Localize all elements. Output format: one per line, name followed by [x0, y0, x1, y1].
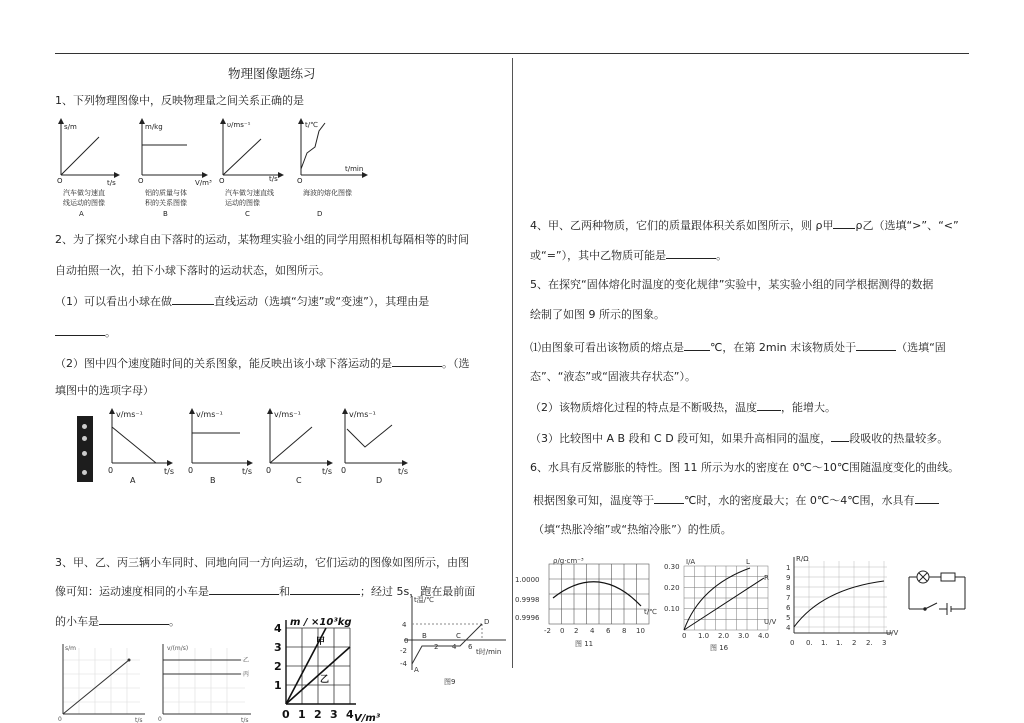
q3-st-point — [128, 659, 131, 662]
fig11-xtick-6: 10 — [636, 627, 645, 635]
fig16-ytick-1: 0.20 — [664, 584, 680, 592]
ball-image-1 — [82, 424, 87, 429]
header-rule — [55, 53, 969, 54]
fig16-ytick-2: 0.10 — [664, 605, 680, 613]
q2c-ylabel: v/ms⁻¹ — [274, 410, 301, 419]
q1c-cap2: 运动的图像 — [225, 199, 260, 207]
q2b-ylabel: v/ms⁻¹ — [196, 410, 223, 419]
q2c-origin: 0 — [266, 466, 272, 475]
q2d-xlabel: t/s — [398, 467, 408, 476]
q2-blank2[interactable] — [55, 325, 105, 336]
fig16-caption: 图 16 — [710, 644, 729, 652]
q1b-origin: O — [138, 177, 144, 185]
q3-line3 — [55, 614, 180, 629]
q6-line1: 6、水具有反常膨胀的特性。图 11 所示为水的密度在 0℃～10℃围随温度变化的曲线。 — [530, 461, 960, 474]
q2-l3a: （1）可以看出小球在做 — [55, 295, 172, 308]
q5-l3a: ⑴由图象可看出该物质的熔点是 — [530, 341, 684, 354]
fig16-xlabel: U/V — [764, 618, 777, 626]
q1-stem: 1、下列物理图像中，反映物理量之间关系正确的是 — [55, 94, 304, 107]
q5-l6b: 段吸收的热量较多。 — [849, 432, 949, 445]
mv-ylabel: m / ×10³kg — [290, 617, 352, 628]
fig-ru-xtick-5: 2. — [866, 639, 873, 647]
fig9-xtick-2: 2 — [434, 643, 439, 651]
fig16-ytick-0: 0.30 — [664, 563, 680, 571]
fig16-ylabel: I/A — [686, 558, 696, 566]
mv-graph — [268, 612, 383, 723]
ball-photo-strip — [77, 416, 93, 482]
q2a-ylabel: v/ms⁻¹ — [116, 410, 143, 419]
q3-l2a: 像可知：运动速度相同的小车是 — [55, 585, 209, 598]
q1b-cap1: 铝的质量与体 — [145, 189, 187, 197]
q2a-xlabel: t/s — [164, 467, 174, 476]
q1d-xlabel: t/min — [345, 165, 364, 173]
fig9-pt-d: D — [484, 618, 490, 626]
mv-xtick-4: 4 — [346, 708, 354, 721]
q1a-origin: O — [57, 177, 63, 185]
fig9-pt-c: C — [456, 632, 461, 640]
q5-blank2[interactable] — [856, 340, 896, 351]
q5-line2: 绘制了如图 9 所示的图象。 — [530, 308, 665, 321]
q1b-xlabel: V/m³ — [195, 179, 212, 187]
fig16-xtick-2: 2.0 — [718, 632, 730, 640]
q1a-xlabel: t/s — [107, 179, 116, 187]
fig16-xtick-1: 1.0 — [698, 632, 710, 640]
circuit-diagram — [903, 565, 973, 620]
q5-l3c: （选填“固 — [896, 341, 946, 354]
q1a-cap2: 线运动的图像 — [63, 199, 105, 207]
q5-line3 — [530, 340, 946, 355]
mv-xtick-2: 2 — [314, 708, 322, 721]
fig9-ytick-m4: -4 — [400, 660, 407, 668]
mv-ytick-1: 1 — [274, 679, 282, 692]
q4-line1 — [530, 218, 959, 233]
fig11-ytick-0: 1.0000 — [515, 576, 540, 584]
q2-line2: 自动拍照一次，拍下小球下落时的运动状态，如图所示。 — [55, 264, 330, 277]
fig16-xtick-0: 0 — [682, 632, 687, 640]
q2d-ylabel: v/ms⁻¹ — [349, 410, 376, 419]
q5-line4: 态”、“液态”或“固液共存状态”）。 — [530, 370, 696, 383]
fig-ru-xtick-1: 0. — [806, 639, 813, 647]
fig-ru-xtick-0: 0 — [790, 639, 795, 647]
q3-vt-ylabel: v/(m/s) — [167, 645, 189, 652]
fig-ru-ytick-2: 8 — [786, 584, 791, 592]
q2-l3b: 直线运动（选填“匀速”或“变速”），其理由是 — [214, 295, 430, 308]
q4-l1b: ρ乙（选填“>”、“<” — [855, 219, 959, 232]
q6-l2b: ℃时，水的密度最大；在 0℃～4℃围，水具有 — [684, 494, 915, 507]
q5-l5a: （2）该物质熔化过程的特点是不断吸热，温度 — [530, 401, 757, 414]
fig9-pt-a: A — [414, 666, 419, 674]
fig11-graph — [513, 556, 658, 651]
q3-st-ylabel: s/m — [65, 645, 76, 652]
fig-ru-ylabel: R/Ω — [796, 555, 809, 563]
q1d-cap1: 海波的熔化图像 — [303, 189, 352, 197]
q1c-xlabel: t/s — [269, 175, 278, 183]
q2-graphs — [100, 405, 420, 490]
q3-l2c: ；经过 5s，跑在最前面 — [360, 585, 476, 598]
q3-blank3[interactable] — [99, 614, 169, 625]
fig16-xtick-4: 4.0 — [758, 632, 770, 640]
q5-l6a: （3）比较图中 A B 段和 C D 段可知，如果升高相同的温度， — [530, 432, 832, 445]
fig9-xtick-6: 6 — [468, 643, 473, 651]
q1-graphs — [55, 115, 375, 223]
q3-st-graph — [55, 640, 150, 723]
q1d-ylabel: t/℃ — [305, 121, 318, 129]
q2-line3 — [55, 294, 429, 309]
q2-line4 — [55, 325, 116, 340]
q6-blank2[interactable] — [915, 493, 939, 504]
q2-blank1[interactable] — [172, 294, 214, 305]
q6-line3: （填“热胀冷缩”或“热缩冷胀”）的性质。 — [533, 523, 732, 536]
fig-ru-ytick-1: 9 — [786, 574, 791, 582]
fig-ru-ytick-5: 5 — [786, 614, 791, 622]
fig-ru-ytick-0: 1 — [786, 564, 791, 572]
q4-line2 — [530, 248, 727, 263]
fig9-graph — [384, 590, 509, 688]
q2b-xlabel: t/s — [242, 467, 252, 476]
q3-st-xlabel: t/s — [135, 717, 143, 723]
q3-vt-s2: 丙 — [243, 671, 250, 678]
q1c-ylabel: υ/ms⁻¹ — [227, 121, 251, 129]
q3-l3a: 的小车是 — [55, 615, 99, 628]
fig9-xlabel: t时/min — [476, 648, 502, 656]
fig9-ytick-0: 0 — [404, 637, 409, 645]
q1d-origin: O — [297, 177, 303, 185]
q5-line1: 5、在探究“固体熔化时温度的变化规律”实验中，某实验小组的同学根据测得的数据 — [530, 278, 934, 291]
q3-vt-graph — [155, 640, 255, 723]
q4-l1a: 4、甲、乙两种物质，它们的质量跟体积关系如图所示，则 ρ甲 — [530, 219, 834, 232]
fig11-ytick-2: 0.9996 — [515, 614, 540, 622]
fig-ru-ytick-4: 6 — [786, 604, 791, 612]
q1c-line — [223, 139, 261, 175]
q3-vt-xlabel: t/s — [241, 717, 249, 723]
q5-blank1[interactable] — [684, 340, 710, 351]
q1d-curve — [301, 123, 325, 169]
q2c-letter: C — [296, 476, 302, 485]
fig-ru-graph — [782, 553, 902, 653]
q6-line2 — [533, 493, 939, 508]
q5-line6 — [530, 431, 948, 446]
q4-l2a: 或“=”），其中乙物质可能是 — [530, 249, 667, 262]
q2a-origin: 0 — [108, 466, 114, 475]
q1d-letter: D — [317, 210, 323, 218]
q3-l2b: 和 — [279, 585, 290, 598]
q1b-ylabel: m/kg — [145, 123, 163, 131]
q3-st-origin: 0 — [58, 716, 62, 723]
fig16-label-r: R — [764, 574, 769, 582]
q1a-ylabel: s/m — [64, 123, 77, 131]
q2-l5a: （2）图中四个速度随时间的关系图象，能反映出该小球下落运动的是 — [55, 357, 392, 370]
q5-blank3[interactable] — [757, 400, 781, 411]
q5-l5b: ，能增大。 — [781, 401, 836, 414]
mv-xtick-1: 1 — [298, 708, 306, 721]
fig-ru-ytick-6: 4 — [786, 624, 791, 632]
q3-line1: 3、甲、乙、丙三辆小车同时、同地向同一方向运动，它们运动的图像如图所示，由图 — [55, 556, 469, 569]
q2d-letter: D — [376, 476, 383, 485]
q6-l2a: 根据图象可知，温度等于 — [533, 494, 654, 507]
mv-ytick-3: 3 — [274, 641, 282, 654]
q3-blank1[interactable] — [209, 584, 279, 595]
q2-blank3[interactable] — [392, 356, 442, 367]
q3-l3b: 。 — [169, 615, 180, 628]
page-title: 物理图像题练习 — [228, 66, 316, 81]
q2-line6: 填图中的选项字母） — [55, 384, 154, 397]
ball-image-4 — [82, 470, 87, 475]
q2d-origin: 0 — [341, 466, 347, 475]
fig-ru-xtick-4: 2 — [852, 639, 857, 647]
resistor-icon — [941, 573, 955, 581]
q5-l3b: ℃，在第 2min 末该物质处于 — [710, 341, 857, 354]
q2-line1: 2、为了探究小球自由下落时的运动，某物理实验小组的同学用照相机每隔相等的时间 — [55, 233, 469, 246]
fig9-pt-b: B — [422, 632, 427, 640]
mv-ytick-4: 4 — [274, 622, 282, 635]
fig11-xtick-2: 2 — [574, 627, 579, 635]
ball-image-3 — [82, 451, 87, 456]
q2c-line — [270, 427, 312, 463]
fig11-xlabel: t/℃ — [644, 608, 657, 616]
q2-line5 — [55, 356, 470, 371]
fig16-label-l: L — [746, 558, 750, 566]
q3-st-line — [63, 660, 129, 714]
fig9-ytick-4: 4 — [402, 621, 407, 629]
mv-label-jia: 甲 — [316, 637, 326, 647]
fig11-xtick-1: 0 — [560, 627, 565, 635]
q1c-letter: C — [245, 210, 250, 218]
q1b-cap2: 积的关系图像 — [145, 199, 187, 207]
fig-ru-xtick-3: 1. — [836, 639, 843, 647]
ball-image-2 — [82, 436, 87, 441]
q4-blank1[interactable] — [833, 218, 855, 229]
q1a-letter: A — [79, 210, 84, 218]
q1c-origin: O — [219, 177, 225, 185]
q2-l4: 。 — [105, 326, 116, 339]
q3-blank2[interactable] — [290, 584, 360, 595]
q1c-cap1: 汽车做匀速直线 — [225, 189, 274, 197]
q2a-letter: A — [130, 476, 136, 485]
mv-xtick-3: 3 — [330, 708, 338, 721]
fig11-caption: 图 11 — [575, 640, 594, 648]
fig-ru-xtick-6: 3 — [882, 639, 887, 647]
fig11-xtick-4: 6 — [606, 627, 611, 635]
fig9-ylabel: t温/℃ — [414, 596, 434, 604]
q1a-cap1: 汽车做匀速直 — [63, 189, 105, 197]
q1b-letter: B — [163, 210, 168, 218]
q3-vt-s1: 乙 — [243, 657, 250, 664]
q4-blank2[interactable] — [666, 248, 716, 259]
fig11-xtick-3: 4 — [590, 627, 595, 635]
mv-xlabel: V/m³ — [354, 713, 381, 723]
q5-line5 — [530, 400, 836, 415]
mv-ytick-2: 2 — [274, 660, 282, 673]
q2c-xlabel: t/s — [322, 467, 332, 476]
q5-blank4[interactable] — [831, 431, 849, 442]
q2a-line — [112, 427, 156, 463]
mv-xtick-0: 0 — [282, 708, 290, 721]
q3-vt-origin: 0 — [158, 716, 162, 723]
mv-label-yi: 乙 — [320, 675, 330, 685]
fig16-curve-l — [684, 568, 750, 630]
fig-ru-xlabel: U/V — [886, 629, 899, 637]
switch-icon — [925, 603, 937, 609]
q2d-line — [347, 425, 392, 447]
fig9-xtick-4: 4 — [452, 643, 457, 651]
q1a-line — [61, 137, 99, 175]
fig16-graph — [660, 556, 780, 656]
q6-blank1[interactable] — [654, 493, 684, 504]
fig-ru-xtick-2: 1. — [821, 639, 828, 647]
q2-l5b: 。（选 — [442, 357, 470, 370]
fig16-xtick-3: 3.0 — [738, 632, 750, 640]
q2b-letter: B — [210, 476, 216, 485]
fig9-ytick-m2: -2 — [400, 647, 407, 655]
fig16-line-r — [684, 578, 764, 630]
fig11-xtick-5: 8 — [622, 627, 627, 635]
q4-l2b: 。 — [716, 249, 728, 262]
fig11-ytick-1: 0.9998 — [515, 596, 540, 604]
fig11-xtick-0: -2 — [544, 627, 551, 635]
fig11-ylabel: ρ/g·cm⁻³ — [553, 557, 584, 565]
q2b-origin: 0 — [188, 466, 194, 475]
fig9-caption: 图9 — [444, 678, 456, 686]
fig-ru-ytick-3: 7 — [786, 594, 791, 602]
